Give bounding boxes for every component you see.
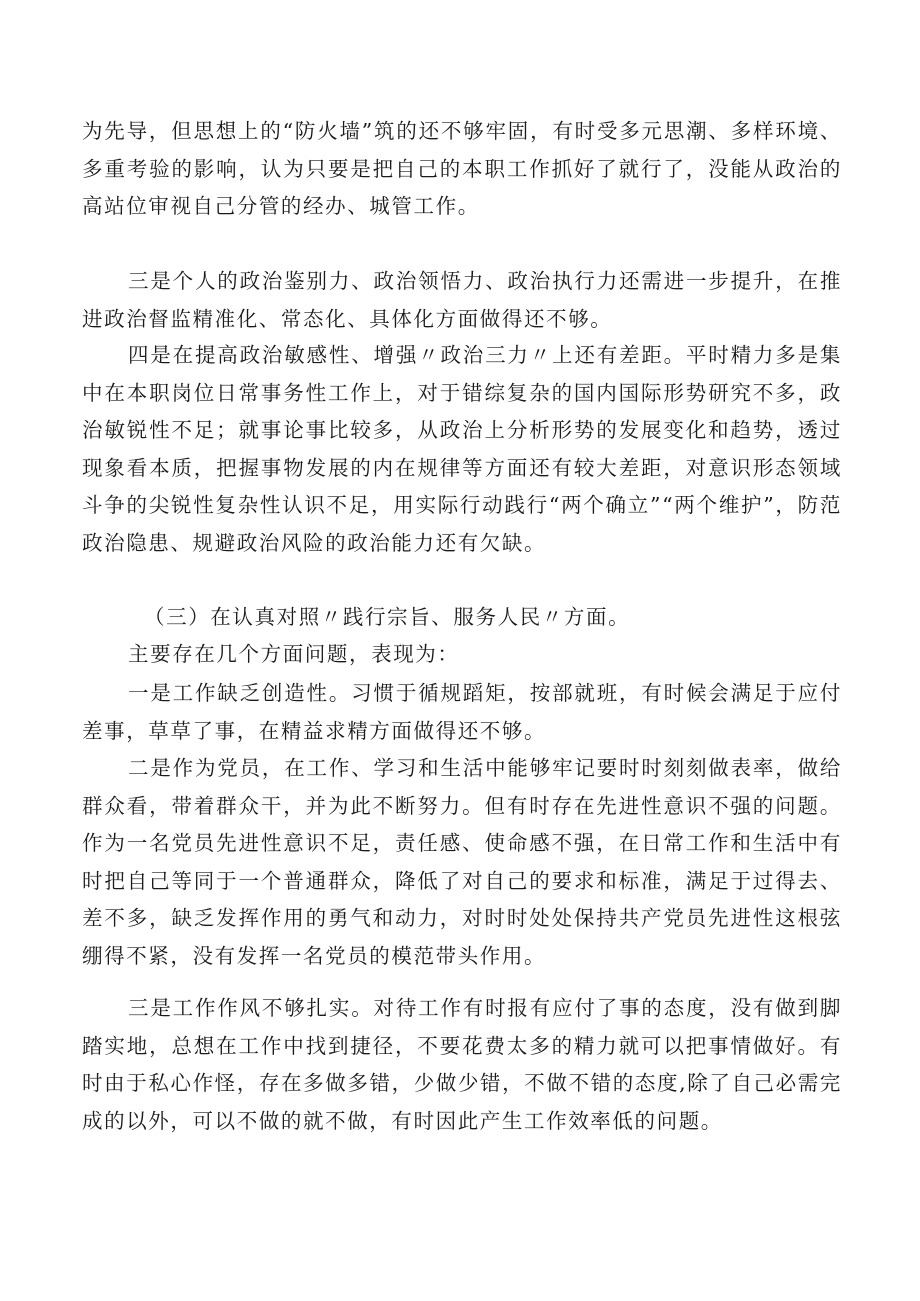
paragraph-text: 四是在提高政治敏感性、增强〃政治三力〃上还有差距。平时精力多是集中在本职岗位日常事务性工作上，对于错综复杂的国内国际形势研究不多，政治敏锐性不足；就事论事比较多，从政治上分析形势的发展变化和趋势，透过现象看本质，把握事物发展的内在规律等方面还有较大差距，对意识形态领域斗争的尖锐性复杂性认识不足，用实际行动践行“两个确立”“两个维护”，防范政治隐患、规避政治风险的政治能力还有欠缺。 [82,343,842,555]
paragraph-text: 三是工作作风不够扎实。对待工作有时报有应付了事的态度，没有做到脚踏实地，总想在工作中找到捷径，不要花费太多的精力就可以把事情做好。有时由于私心作怪，存在多做多错，少做少错，不做不错的态度,除了自己必需完成的以外，可以不做的就不做，有时因此产生工作效率低的问题。 [82,996,842,1133]
paragraph-lack-creativity [82,675,842,750]
section-heading: （三）在认真对照〃践行宗旨、服务人民〃方面。 [144,605,631,629]
paragraph-main-problems [82,636,842,674]
section-heading-serve-people [82,599,842,637]
paragraph-ideological-firewall [82,113,842,226]
paragraph-text: 一是工作缺乏创造性。习惯于循规蹈矩，按部就班，有时候会满足于应付差事，草草了事，在精益求精方面做得还不够。 [82,681,842,743]
paragraph-text: 为先导，但思想上的“防火墙”筑的还不够牢固，有时受多元思潮、多样环境、多重考验的影响，认为只要是把自己的本职工作抓好了就行了，没能从政治的高站位审视自己分管的经办、城管工作。 [82,119,842,218]
paragraph-text: 二是作为党员，在工作、学习和生活中能够牢记要时时刻刻做表率，做给群众看，带着群众干，并为此不断努力。但有时存在先进性意识不强的问题。作为一名党员先进性意识不足，责任感、使命感不强，在日常工作和生活中有时把自己等同于一个普通群众，降低了对自己的要求和标准，满足于过得去、差不多，缺乏发挥作用的勇气和动力，对时时处处保持共产党员先进性这根弦绷得不紧，没有发挥一名党员的模范带头作用。 [82,756,842,968]
paragraph-political-sensitivity [82,337,842,562]
paragraph-party-member-role [82,750,842,975]
paragraph-work-style [82,990,842,1140]
paragraph-text: 三是个人的政治鉴别力、政治领悟力、政治执行力还需进一步提升，在推进政治督监精准化、常态化、具体化方面做得还不够。 [82,269,842,331]
paragraph-political-abilities [82,263,842,338]
paragraph-text: 主要存在几个方面问题，表现为： [128,642,460,666]
